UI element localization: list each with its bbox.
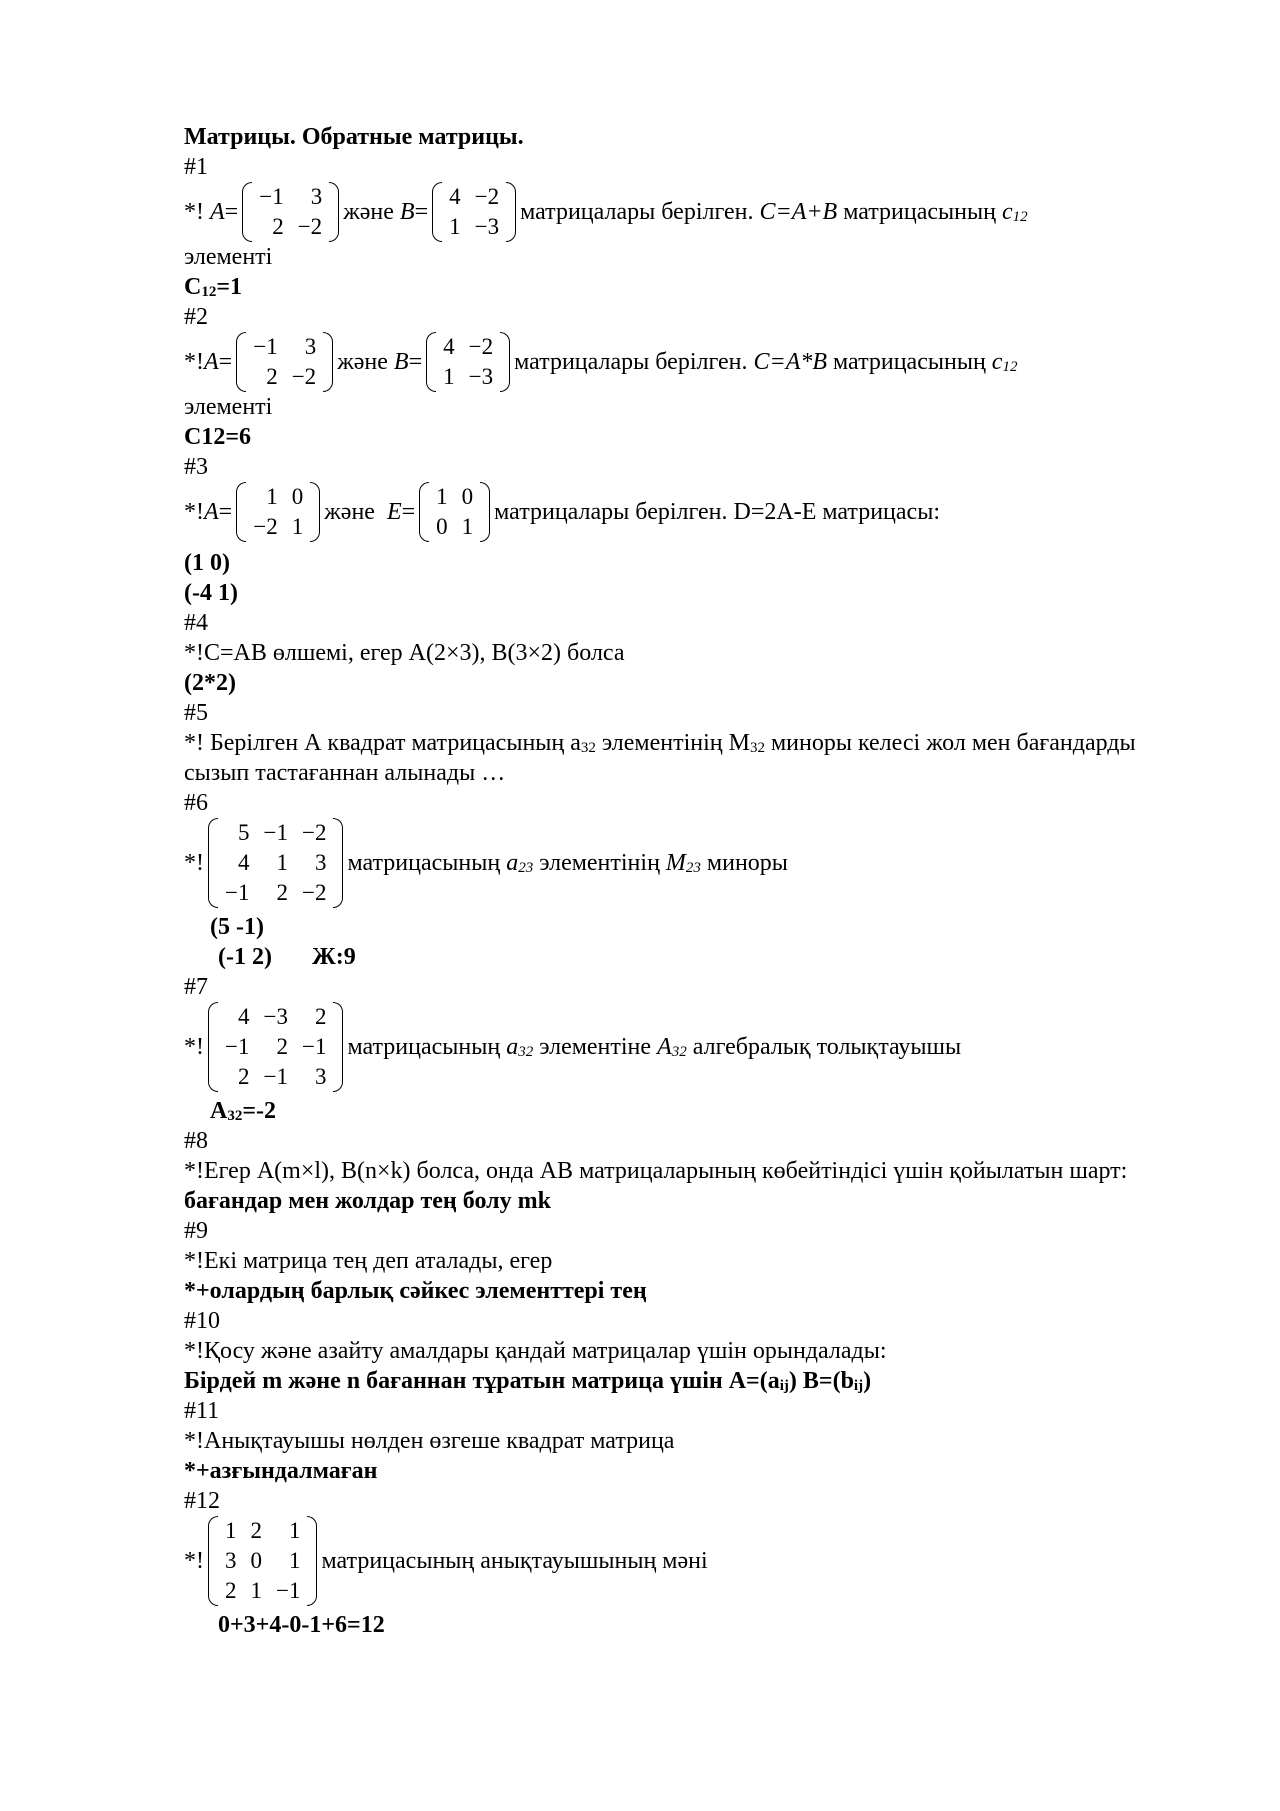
equals-sign: = — [408, 349, 423, 375]
question-number: #3 — [184, 454, 208, 480]
matrix-cell: 1 — [250, 1578, 262, 1603]
question-number: #4 — [184, 610, 208, 636]
equals-sign: = — [401, 499, 416, 525]
matrix-cell: 0 — [461, 484, 474, 509]
statement-text: матрицасының — [347, 850, 501, 876]
matrix-cell: −1 — [253, 334, 278, 359]
matrix-cell: 3 — [314, 1064, 327, 1089]
matrix-cell: 4 — [443, 334, 455, 359]
expression: C=A*B — [753, 349, 828, 375]
matrix-cell: −2 — [301, 880, 327, 905]
question-prefix: *! — [184, 1548, 204, 1574]
statement-text: матрицалары берілген. — [520, 199, 754, 225]
matrix-a — [242, 182, 339, 242]
equals-sign: = — [218, 499, 233, 525]
matrix-cell: 4 — [449, 184, 461, 209]
question-number: #10 — [184, 1308, 220, 1334]
answer: A32=-2 — [210, 1098, 277, 1124]
matrix-3x3 — [208, 1516, 317, 1606]
matrix-cell: 2 — [276, 880, 288, 905]
matrix-cell: 2 — [237, 1064, 250, 1089]
element-label: a23 — [506, 850, 534, 876]
matrix-cell: 2 — [314, 1004, 327, 1029]
answer: (2*2) — [184, 670, 236, 696]
answer: *+олардың барлық сәйкес элементтері тең — [184, 1278, 647, 1304]
statement-text: элементінің — [539, 850, 660, 876]
matrix-cell: −2 — [474, 184, 500, 209]
conjunction: және — [324, 499, 375, 525]
matrix-cell: 1 — [443, 364, 455, 389]
question-number: #6 — [184, 790, 208, 816]
statement-text: матрицасының — [833, 349, 986, 375]
cofactor-label: A32 — [657, 1034, 687, 1060]
question-text: *! Берілген А квадрат матрицасының а32 элементінің М32 миноры келесі жол мен бағандарды сызып тастағаннан алынады … — [184, 730, 1136, 786]
matrix-cell: 2 — [276, 1034, 288, 1059]
matrix-cell: −2 — [291, 364, 317, 389]
question-6-statement — [184, 818, 1194, 908]
question-text: *!Егер A(m×l), B(n×k) болса, онда AB матрицаларының көбейтіндісі үшін қойылатын шарт: бағандар мен жолдар тең болу mk — [184, 1158, 1128, 1214]
matrix-a — [236, 332, 333, 392]
matrix-cell: 1 — [291, 514, 304, 539]
conjunction: және — [337, 349, 388, 375]
matrix-cell: −1 — [225, 1034, 250, 1059]
statement-text: матрицасының анықтауышының мәні — [321, 1548, 708, 1574]
matrix-cell: 2 — [272, 214, 284, 239]
question-7-statement — [184, 1002, 1194, 1092]
statement-text: матрицасының — [843, 199, 996, 225]
answer-row: (-4 1) — [184, 580, 238, 606]
matrix-cell: 3 — [314, 850, 327, 875]
document-page — [184, 122, 1194, 1640]
matrix-cell: −2 — [301, 820, 327, 845]
answer: Бірдей m және n бағаннан тұратын матрица үшін A=(aij) B=(bij) — [184, 1368, 872, 1394]
equals-sign: = — [414, 199, 429, 225]
element-label: c12 — [991, 349, 1018, 375]
answer-row: (1 0) — [184, 550, 230, 576]
question-number: #8 — [184, 1128, 208, 1154]
matrix-b-label: B — [399, 199, 415, 225]
question-prefix: *! — [184, 199, 204, 225]
matrix-a-label: A — [204, 349, 219, 375]
answer: *+азғындалмаған — [184, 1458, 378, 1484]
matrix-a-label: A — [210, 199, 225, 225]
statement-text: миноры — [706, 850, 788, 876]
equals-sign: = — [218, 349, 233, 375]
matrix-cell: 1 — [288, 1548, 301, 1573]
matrix-cell: 3 — [304, 334, 317, 359]
answer-value: Ж:9 — [311, 944, 356, 970]
matrix-cell: −3 — [263, 1004, 288, 1029]
matrix-cell: 0 — [250, 1548, 262, 1573]
question-prefix: *! — [184, 1034, 204, 1060]
answer: C12=6 — [184, 424, 252, 450]
matrix-a — [236, 482, 320, 542]
matrix-b — [432, 182, 516, 242]
question-3-statement — [184, 482, 1194, 542]
question-number: #7 — [184, 974, 208, 1000]
matrix-cell: 5 — [237, 820, 250, 845]
matrix-cell: 3 — [225, 1548, 237, 1573]
matrix-cell: −2 — [253, 514, 278, 539]
element-label: c12 — [1001, 199, 1028, 225]
conjunction: және — [343, 199, 394, 225]
statement-text: алгебралық толықтауышы — [692, 1034, 962, 1060]
matrix-cell: 4 — [237, 850, 250, 875]
statement-continuation: элементі — [184, 244, 273, 270]
equals-sign: = — [224, 199, 239, 225]
question-prefix: *! — [184, 850, 204, 876]
matrix-cell: −2 — [297, 214, 323, 239]
question-number: #5 — [184, 700, 208, 726]
question-number: #11 — [184, 1398, 220, 1424]
question-text: *!Анықтауышы нөлден өзгеше квадрат матрица — [184, 1428, 675, 1454]
matrix-b-label: B — [393, 349, 409, 375]
matrix-cell: 4 — [237, 1004, 250, 1029]
answer-row: (-1 2) Ж:9 — [218, 944, 356, 970]
element-label: a32 — [506, 1034, 534, 1060]
question-number: #12 — [184, 1488, 220, 1514]
statement-text: матрицалары берілген. D=2A-E матрицасы: — [494, 499, 940, 525]
matrix-a-label: A — [204, 499, 219, 525]
statement-continuation: элементі — [184, 394, 273, 420]
answer: 0+3+4-0-1+6=12 — [218, 1612, 385, 1638]
question-number: #1 — [184, 154, 208, 180]
matrix-cell: 1 — [436, 484, 448, 509]
question-number: #2 — [184, 304, 208, 330]
matrix-cell: 2 — [266, 364, 278, 389]
question-text: *!Екі матрица тең деп аталады, егер — [184, 1248, 553, 1274]
answer: бағандар мен жолдар тең болу mk — [184, 1188, 551, 1214]
matrix-cell: 1 — [276, 850, 288, 875]
matrix-e-label: E — [386, 499, 402, 525]
matrix-cell: −1 — [301, 1034, 327, 1059]
matrix-cell: −2 — [468, 334, 494, 359]
statement-text: матрицалары берілген. — [514, 349, 748, 375]
matrix-cell: −3 — [474, 214, 500, 239]
matrix-cell: 3 — [310, 184, 323, 209]
matrix-cell: −1 — [276, 1578, 301, 1603]
matrix-cell: −1 — [263, 1064, 288, 1089]
answer-row: (5 -1) — [210, 914, 264, 940]
matrix-cell: 2 — [225, 1578, 237, 1603]
question-prefix: *! — [184, 499, 204, 525]
statement-text: элементіне — [539, 1034, 652, 1060]
question-number: #9 — [184, 1218, 208, 1244]
question-text: *!C=AB өлшемі, егер A(2×3), B(3×2) болса — [184, 640, 625, 666]
matrix-cell: −1 — [263, 820, 288, 845]
question-12-statement — [184, 1516, 1194, 1606]
matrix-cell: −3 — [468, 364, 494, 389]
question-prefix: *! — [184, 349, 204, 375]
question-2-statement — [184, 332, 1194, 392]
matrix-cell: 2 — [250, 1518, 262, 1543]
matrix-3x3 — [208, 818, 343, 908]
expression: C=A+B — [759, 199, 838, 225]
matrix-cell: 0 — [291, 484, 304, 509]
matrix-e — [419, 482, 490, 542]
matrix-cell: 0 — [436, 514, 448, 539]
document-title: Матрицы. Обратные матрицы. — [184, 124, 524, 150]
question-1-statement — [184, 182, 1194, 242]
question-text: *!Қосу және азайту амалдары қандай матрицалар үшін орындалады: — [184, 1338, 887, 1364]
matrix-cell: 1 — [266, 484, 278, 509]
matrix-cell: 1 — [225, 1518, 237, 1543]
minor-label: M23 — [665, 850, 701, 876]
matrix-cell: 1 — [449, 214, 461, 239]
matrix-cell: 1 — [288, 1518, 301, 1543]
matrix-cell: −1 — [259, 184, 284, 209]
answer: C12=1 — [184, 274, 243, 300]
statement-text: матрицасының — [347, 1034, 501, 1060]
matrix-cell: 1 — [461, 514, 474, 539]
matrix-cell: −1 — [225, 880, 250, 905]
matrix-b — [426, 332, 510, 392]
matrix-3x3 — [208, 1002, 343, 1092]
